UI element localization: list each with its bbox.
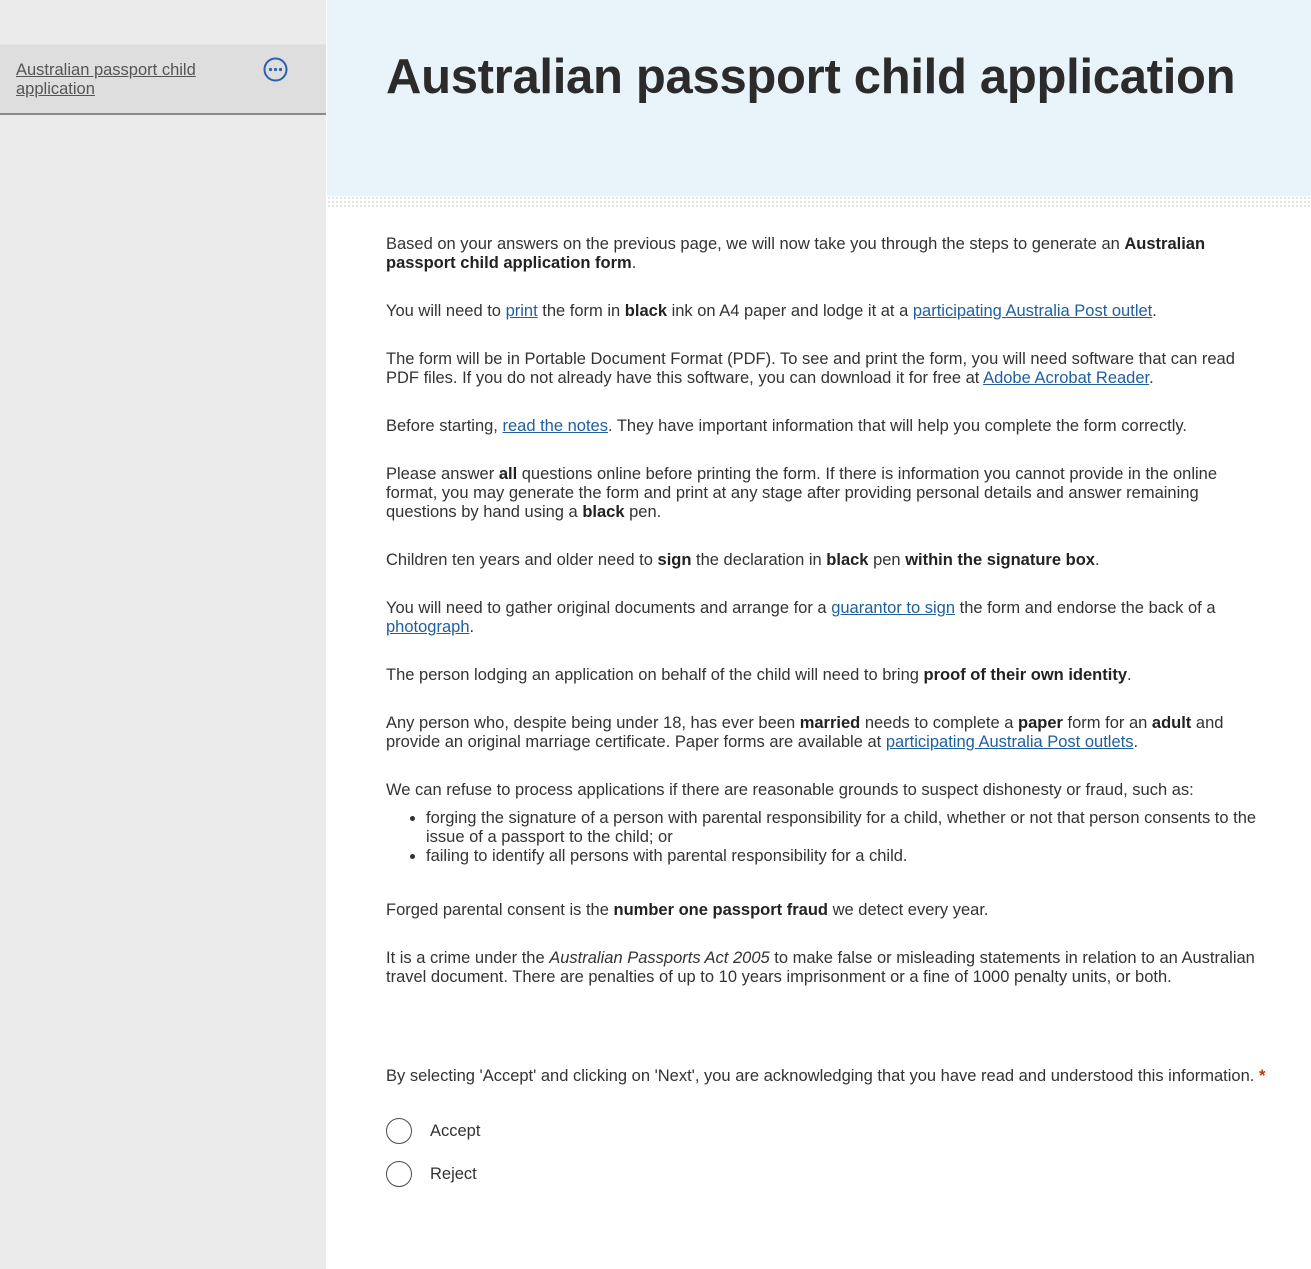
forged-consent-paragraph: Forged parental consent is the number one passport fraud we detect every year. [386,901,989,919]
list-item: • forging the signature of a person with parental responsibility for a child, whether or not that person consents to the issue of a passport to the child; or [426,809,1271,847]
notes-paragraph: Before starting, read the notes. They have important information that will help you complete the form correctly. [386,417,1187,435]
print-link[interactable]: print [505,302,538,320]
intro-paragraph: Based on your answers on the previous page, we will now take you through the steps to generate an Australian passport child application form. [386,235,1206,272]
identity-paragraph: The person lodging an application on behalf of the child will need to bring proof of their own identity. [386,666,1132,684]
adobe-reader-link[interactable]: Adobe Acrobat Reader [983,369,1150,387]
accept-label[interactable]: Accept [430,1121,481,1140]
main-content [386,235,1271,1016]
post-outlets-link[interactable]: participating Australia Post outlets [885,733,1134,751]
sidebar-item-link[interactable]: Australian passport child application [16,61,196,98]
question-label: By selecting 'Accept' and clicking on 'Next', you are acknowledging that you have read and understood this information. [386,1067,1255,1085]
print-paragraph: You will need to print the form in black ink on A4 paper and lodge it at a participating Australia Post outlet. [386,302,1157,320]
fraud-paragraph: We can refuse to process applications if there are reasonable grounds to suspect dishonesty or fraud, such as: [386,781,1194,799]
crime-paragraph: It is a crime under the Australian Passports Act 2005 to make false or misleading statements in relation to an Australian travel document. There are penalties of up to 10 years imprisonment or a fine of 1000 penalty units, or both. [386,949,1255,986]
guarantor-paragraph: You will need to gather original documents and arrange for a guarantor to sign the form and endorse the back of a photograph. [386,599,1216,636]
sidebar [0,0,326,1269]
list-item: • failing to identify all persons with parental responsibility for a child. [426,847,1271,866]
post-outlet-link[interactable]: participating Australia Post outlet [912,302,1153,320]
accept-radio[interactable] [386,1118,412,1144]
acknowledgement-question [386,1067,1271,1086]
header-divider [327,196,1311,208]
signature-paragraph: Children ten years and older need to sign the declaration in black pen within the signature box. [386,551,1100,569]
answer-all-paragraph: Please answer all questions online before printing the form. If there is information you cannot provide in the online format, you may generate the form and print at any stage after providing personal details and answer remaining questions by hand using a black pen. [386,465,1218,521]
required-marker: * [1258,1067,1266,1085]
more-options-icon[interactable] [262,56,289,83]
fraud-list [386,809,1271,866]
read-notes-link[interactable]: read the notes [502,417,608,435]
married-paragraph: Any person who, despite being under 18, has ever been married needs to complete a paper form for an adult and provide an original marriage certificate. Paper forms are available at participating Australia Post outlets. [386,714,1224,751]
photograph-link[interactable]: photograph [386,618,470,636]
reject-label[interactable]: Reject [430,1164,477,1183]
page-title: Australian passport child application [386,50,1236,104]
accept-option[interactable] [386,1118,480,1144]
reject-radio[interactable] [386,1161,412,1187]
pdf-paragraph: The form will be in Portable Document Format (PDF). To see and print the form, you will need software that can read PDF files. If you do not already have this software, you can download it for free at Adobe Acrobat Reader. [386,350,1235,387]
reject-option[interactable] [386,1161,477,1187]
guarantor-link[interactable]: guarantor to sign [831,599,956,617]
